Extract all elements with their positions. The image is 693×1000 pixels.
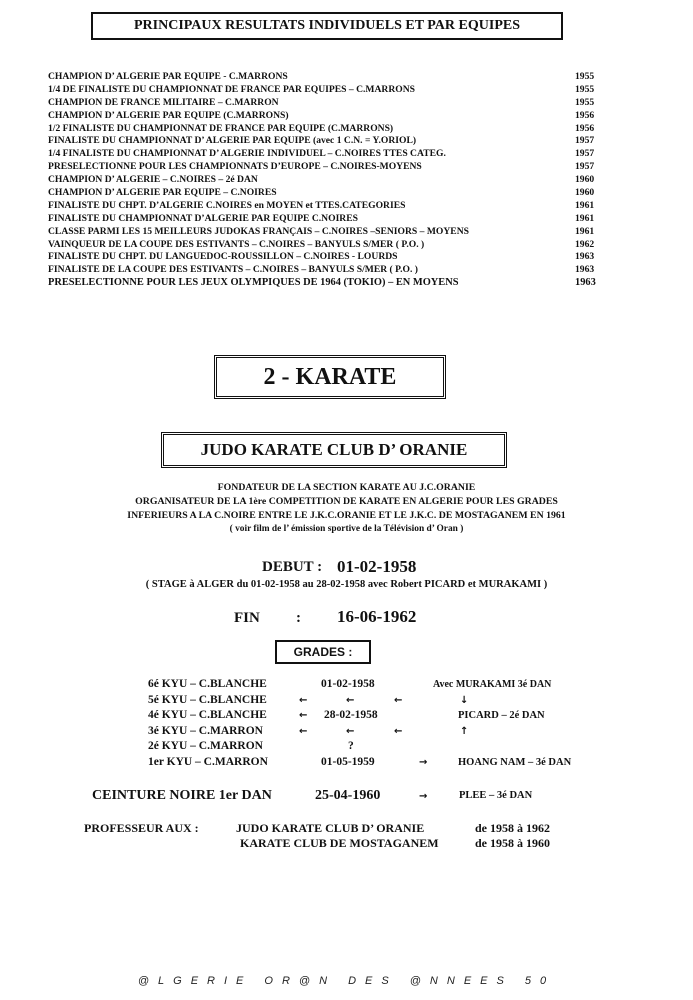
result-text: CHAMPION D’ ALGERIE PAR EQUIPE (C.MARRONS): [48, 109, 289, 121]
arrow-left-icon: ←: [346, 726, 355, 737]
result-year: 1960: [575, 187, 595, 199]
result-year: 1956: [575, 109, 595, 121]
fin-date: 16-06-1962: [337, 607, 417, 626]
result-year: 1960: [575, 174, 595, 186]
result-row: [48, 226, 608, 239]
arrow-up-icon: ↑: [460, 726, 469, 737]
result-row: [48, 213, 608, 226]
arrow-left-icon: ←: [346, 695, 355, 706]
black-belt-date: 25-04-1960: [315, 788, 381, 803]
black-belt-label: CEINTURE NOIRE 1er DAN: [92, 788, 272, 803]
grade-label: 6é KYU – C.BLANCHE: [148, 678, 267, 690]
grade-label: 3é KYU – C.MARRON: [148, 725, 263, 737]
grade-teacher: PICARD – 2é DAN: [458, 710, 545, 721]
grade-date: 01-02-1958: [321, 678, 375, 690]
arrow-right-icon: →: [419, 791, 428, 802]
fin-label: FIN: [234, 610, 260, 626]
debut-note: ( STAGE à ALGER du 01-02-1958 au 28-02-1958 avec Robert PICARD et MURAKAMI ): [145, 579, 548, 590]
arrow-left-icon: ←: [299, 695, 308, 706]
result-year: 1961: [575, 212, 595, 224]
debut-date: 01-02-1958: [337, 557, 417, 576]
page-title: PRINCIPAUX RESULTATS INDIVIDUELS ET PAR EQUIPES: [91, 12, 563, 40]
result-text: CHAMPION D’ ALGERIE – C.NOIRES – 2é DAN: [48, 174, 258, 186]
result-year: 1957: [575, 135, 595, 147]
section-title: 2 - KARATE: [214, 355, 446, 399]
result-text: FINALISTE DU CHPT. DU LANGUEDOC-ROUSSILLON – C.NOIRES - LOURDS: [48, 251, 398, 263]
result-year: 1956: [575, 122, 595, 134]
result-row: [48, 239, 608, 252]
grade-label: 5é KYU – C.BLANCHE: [148, 694, 267, 706]
result-year: 1961: [575, 225, 595, 237]
result-year: 1957: [575, 148, 595, 160]
debut-label: DEBUT :: [262, 559, 323, 575]
result-row: [48, 264, 608, 277]
result-row: [48, 277, 608, 290]
results-list: [48, 71, 608, 290]
result-text: PRESELECTIONNE POUR LES JEUX OLYMPIQUES DE 1964 (TOKIO) – EN MOYENS: [48, 277, 459, 289]
footer-watermark: @LGERIE OR@N DES @NNEES 50: [137, 975, 556, 987]
result-row: [48, 123, 608, 136]
grade-date: 28-02-1958: [324, 709, 378, 721]
grades-title: GRADES :: [275, 640, 371, 664]
result-text: FINALISTE DU CHAMPIONNAT D’ALGERIE PAR EQUIPE C.NOIRES: [48, 212, 358, 224]
club-description-line: FONDATEUR DE LA SECTION KARATE AU J.C.ORANIE: [217, 482, 476, 493]
result-text: CHAMPION D’ ALGERIE PAR EQUIPE - C.MARRONS: [48, 71, 288, 82]
result-text: VAINQUEUR DE LA COUPE DES ESTIVANTS – C.NOIRES – BANYULS S/MER ( P.O. ): [48, 238, 425, 250]
grade-date: ?: [348, 740, 354, 752]
arrow-right-icon: →: [419, 757, 428, 768]
result-text: FINALISTE DE LA COUPE DES ESTIVANTS – C.NOIRES – BANYULS S/MER ( P.O. ): [48, 264, 418, 276]
grade-label: 4é KYU – C.BLANCHE: [148, 709, 267, 721]
result-year: 1961: [575, 199, 595, 211]
result-row: [48, 110, 608, 123]
result-text: PRESELECTIONNE POUR LES CHAMPIONNATS D’EUROPE – C.NOIRES-MOYENS: [48, 161, 422, 173]
result-year: 1962: [575, 238, 595, 250]
result-year: 1963: [575, 277, 596, 289]
grade-label: 2é KYU – C.MARRON: [148, 740, 263, 752]
result-text: FINALISTE DU CHPT. D’ALGERIE C.NOIRES en MOYEN et TTES.CATEGORIES: [48, 199, 406, 211]
result-text: 1/2 FINALISTE DU CHAMPIONNAT DE FRANCE PAR EQUIPE (C.MARRONS): [48, 122, 394, 134]
result-text: CHAMPION D’ ALGERIE PAR EQUIPE – C.NOIRES: [48, 187, 277, 199]
arrow-left-icon: ←: [299, 726, 308, 737]
result-year: 1957: [575, 161, 595, 173]
result-row: [48, 148, 608, 161]
arrow-left-icon: ←: [299, 710, 308, 721]
result-text: CLASSE PARMI LES 15 MEILLEURS JUDOKAS FRANÇAIS – C.NOIRES –SENIORS – MOYENS: [48, 225, 469, 237]
arrow-left-icon: ←: [394, 695, 403, 706]
grade-teacher: HOANG NAM – 3é DAN: [458, 757, 572, 768]
result-row: [48, 161, 608, 174]
result-year: 1963: [575, 264, 595, 276]
result-year: 1955: [575, 71, 595, 82]
result-row: [48, 71, 608, 84]
result-text: 1/4 DE FINALISTE DU CHAMPIONNAT DE FRANCE PAR EQUIPES – C.MARRONS: [48, 83, 415, 95]
result-row: [48, 97, 608, 110]
club-description-note: ( voir film de l’ émission sportive de la Télévision d’ Oran ): [229, 524, 464, 534]
result-row: [48, 135, 608, 148]
professor-period: de 1958 à 1962: [475, 821, 550, 835]
result-text: 1/4 FINALISTE DU CHAMPIONNAT D’ ALGERIE INDIVIDUEL – C.NOIRES TTES CATEG.: [48, 148, 446, 160]
fin-colon: :: [296, 610, 301, 626]
result-row: [48, 200, 608, 213]
result-text: CHAMPION DE FRANCE MILITAIRE – C.MARRON: [48, 96, 279, 108]
club-description-line: INFERIEURS A LA C.NOIRE ENTRE LE J.K.C.ORANIE ET LE J.K.C. DE MOSTAGANEM EN 1961: [127, 510, 566, 521]
club-description-line: ORGANISATEUR DE LA 1ère COMPETITION DE KARATE EN ALGERIE POUR LES GRADES: [135, 496, 558, 507]
result-year: 1963: [575, 251, 595, 263]
result-row: [48, 187, 608, 200]
black-belt-teacher: PLEE – 3é DAN: [459, 790, 533, 801]
result-row: [48, 174, 608, 187]
grade-teacher: Avec MURAKAMI 3é DAN: [433, 679, 552, 690]
result-year: 1955: [575, 96, 595, 108]
grade-date: 01-05-1959: [321, 756, 375, 768]
arrow-left-icon: ←: [394, 726, 403, 737]
club-title: JUDO KARATE CLUB D’ ORANIE: [161, 432, 507, 468]
arrow-down-icon: ↓: [460, 695, 469, 706]
grade-label: 1er KYU – C.MARRON: [148, 756, 268, 768]
result-row: [48, 84, 608, 97]
result-text: FINALISTE DU CHAMPIONNAT D’ ALGERIE PAR EQUIPE (avec 1 C.N. = Y.ORIOL): [48, 135, 417, 147]
result-year: 1955: [575, 83, 595, 95]
professor-club: KARATE CLUB DE MOSTAGANEM: [240, 836, 439, 850]
professor-club: JUDO KARATE CLUB D’ ORANIE: [236, 821, 425, 835]
professor-label: PROFESSEUR AUX :: [84, 821, 199, 835]
result-row: [48, 251, 608, 264]
professor-period: de 1958 à 1960: [475, 836, 550, 850]
